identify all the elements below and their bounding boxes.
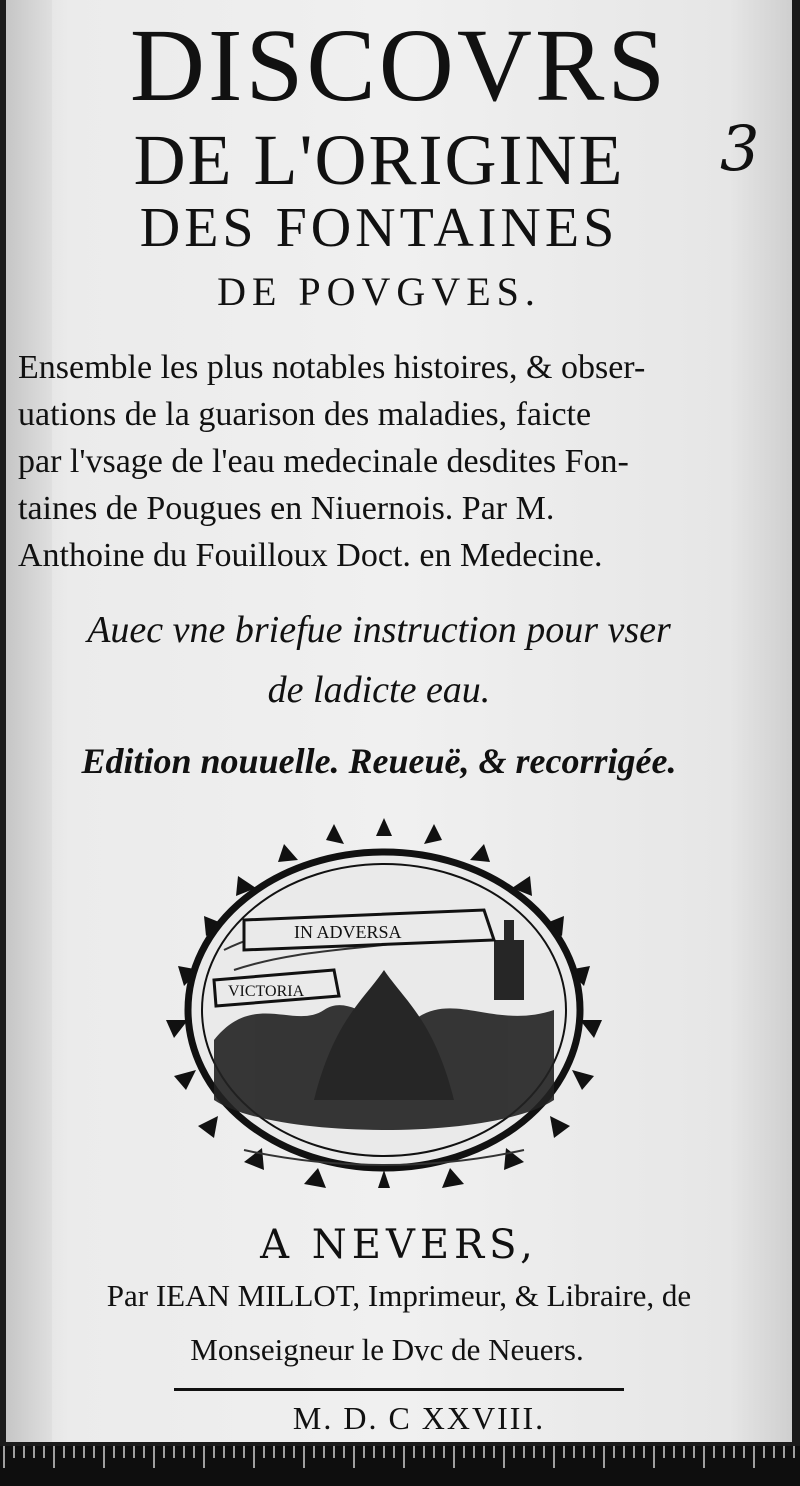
description-line: Anthoine du Fouilloux Doct. en Medecine.	[18, 537, 603, 574]
description-line: Ensemble les plus notables histoires, & obser-	[18, 349, 646, 386]
imprint-printer: Par IEAN MILLOT, Imprimeur, & Libraire, de	[106, 1278, 692, 1313]
description-line: par l'vsage de l'eau medecinale desdites Fon-	[18, 443, 629, 480]
imprint-patron: Monseigneur le Dvc de Neuers.	[190, 1332, 584, 1367]
instruction-line-2: de ladicte eau.	[267, 669, 491, 711]
device-banner-text-2: VICTORIA	[228, 983, 305, 1000]
title-page	[6, 0, 792, 1442]
description-line: taines de Pougues en Niuernois. Par M.	[18, 490, 555, 527]
title-line-4: DE POVGVES.	[217, 269, 541, 314]
description-line: uations de la guarison des maladies, faicte	[18, 396, 592, 433]
imprint-date: M. D. C XXVIII.	[292, 1400, 546, 1436]
title-line-1: DISCOVRS	[129, 8, 669, 123]
measurement-ruler	[0, 1446, 800, 1486]
description-paragraph	[18, 344, 788, 579]
device-banner-text: IN ADVERSA	[294, 922, 402, 942]
handwritten-number: 3	[720, 112, 760, 185]
edition-note: Edition nouuelle. Reueuë, & recorrigée.	[81, 741, 677, 781]
title-line-3: DES FONTAINES	[139, 197, 619, 259]
imprint-place: A NEVERS,	[260, 1222, 538, 1268]
divider-rule	[174, 1388, 624, 1391]
printers-device-woodcut-icon	[134, 800, 634, 1200]
instruction-line-1: Auec vne briefue instruction pour vser	[87, 609, 671, 651]
title-line-2: DE L'ORIGINE	[133, 120, 625, 200]
